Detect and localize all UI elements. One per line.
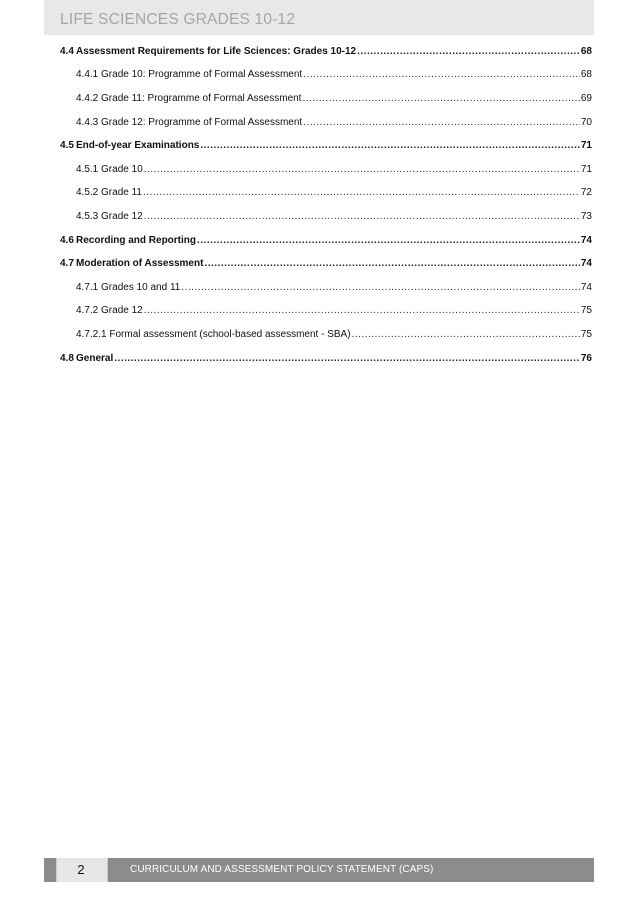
toc-dot-leader (144, 164, 580, 176)
toc-page-number: 72 (580, 187, 592, 199)
toc-entry[interactable] (60, 252, 592, 276)
toc-dot-leader (200, 140, 580, 152)
table-of-contents (60, 40, 592, 370)
toc-entry-title: 4.7.2.1 Formal assessment (school-based assessment - SBA) (76, 328, 351, 340)
toc-entry-title: Recording and Reporting (76, 234, 196, 246)
toc-entry-title: Assessment Requirements for Life Sciences: Grades 10-12 (76, 45, 357, 57)
toc-dot-leader (197, 235, 580, 247)
toc-page-number: 70 (580, 116, 592, 128)
toc-entry-line (76, 46, 592, 58)
toc-entry[interactable] (60, 64, 592, 88)
footer-title: CURRICULUM AND ASSESSMENT POLICY STATEMENT (CAPS) (130, 864, 434, 875)
toc-dot-leader (114, 353, 580, 365)
toc-page-number: 74 (580, 234, 592, 246)
toc-dot-leader (181, 282, 580, 294)
toc-dot-leader (204, 258, 579, 270)
toc-entry-line (76, 211, 592, 223)
toc-page-number: 74 (580, 258, 592, 270)
toc-entry[interactable] (60, 300, 592, 324)
toc-section-number: 4.6 (60, 234, 74, 246)
toc-entry-title: 4.4.1 Grade 10: Programme of Formal Assessment (76, 69, 303, 81)
toc-section-number: 4.7 (60, 258, 74, 270)
toc-page-number: 75 (580, 328, 592, 340)
toc-dot-leader (352, 329, 580, 341)
toc-dot-leader (144, 211, 580, 223)
toc-entry-line (76, 235, 592, 247)
toc-entry-title: 4.4.2 Grade 11: Programme of Formal Assessment (76, 92, 302, 104)
toc-entry-title: General (76, 352, 114, 364)
toc-entry[interactable] (60, 40, 592, 64)
toc-entry[interactable] (60, 323, 592, 347)
toc-section-number: 4.8 (60, 352, 74, 364)
toc-page-number: 68 (580, 69, 592, 81)
toc-entry-line (76, 187, 592, 199)
toc-entry-title: Moderation of Assessment (76, 258, 204, 270)
toc-entry[interactable] (60, 87, 592, 111)
toc-page-number: 68 (580, 45, 592, 57)
toc-entry-title: 4.7.1 Grades 10 and 11 (76, 281, 181, 293)
toc-page-number: 74 (580, 281, 592, 293)
toc-dot-leader (303, 117, 580, 129)
toc-entry[interactable] (60, 205, 592, 229)
toc-dot-leader (144, 305, 580, 317)
toc-dot-leader (302, 93, 579, 105)
footer-page-number: 2 (77, 862, 85, 877)
toc-entry-line (76, 140, 592, 152)
toc-dot-leader (357, 46, 580, 58)
toc-section-number: 4.4 (60, 45, 74, 57)
toc-entry[interactable] (60, 347, 592, 371)
toc-entry-line (76, 117, 592, 129)
toc-entry[interactable] (60, 111, 592, 135)
toc-entry-title: 4.7.2 Grade 12 (76, 305, 143, 317)
toc-page-number: 75 (580, 305, 592, 317)
toc-entry-title: 4.5.2 Grade 11 (76, 187, 142, 199)
toc-entry-line (76, 164, 592, 176)
toc-entry-line (76, 69, 592, 81)
toc-page-number: 69 (580, 92, 592, 104)
toc-entry-line (76, 282, 592, 294)
toc-page-number: 71 (580, 163, 592, 175)
toc-page-number: 73 (580, 210, 592, 222)
toc-entry-title: 4.5.1 Grade 10 (76, 163, 143, 175)
toc-entry[interactable] (60, 158, 592, 182)
toc-entry-title: 4.5.3 Grade 12 (76, 210, 143, 222)
toc-dot-leader (303, 69, 580, 81)
running-header-title: LIFE SCIENCES GRADES 10-12 (60, 11, 296, 28)
toc-entry-line (76, 353, 592, 365)
toc-entry[interactable] (60, 276, 592, 300)
toc-entry[interactable] (60, 182, 592, 206)
toc-entry-title: 4.4.3 Grade 12: Programme of Formal Assessment (76, 116, 303, 128)
toc-entry-line (76, 258, 592, 270)
toc-entry[interactable] (60, 229, 592, 253)
toc-page-number: 76 (580, 352, 592, 364)
toc-entry-title: End-of-year Examinations (76, 140, 200, 152)
toc-entry-line (76, 329, 592, 341)
toc-entry[interactable] (60, 134, 592, 158)
toc-section-number: 4.5 (60, 140, 74, 152)
toc-entry-line (76, 93, 592, 105)
toc-dot-leader (143, 187, 580, 199)
toc-entry-line (76, 305, 592, 317)
toc-page-number: 71 (580, 140, 592, 152)
